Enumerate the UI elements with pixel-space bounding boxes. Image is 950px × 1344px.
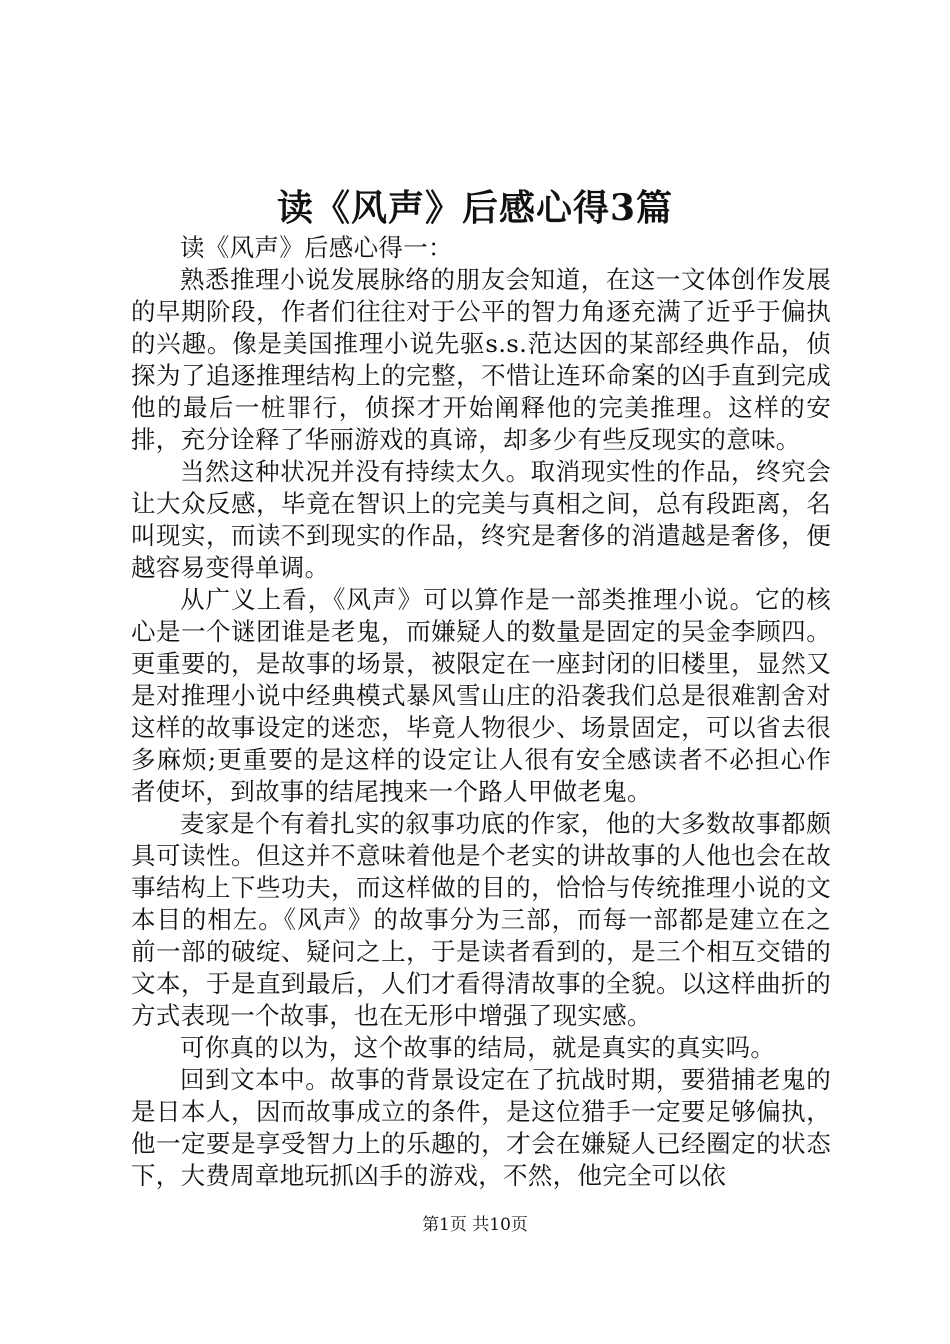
paragraph: 麦家是个有着扎实的叙事功底的作家，他的大多数故事都颇具可读性。但这并不意味着他是个老实的讲故事的人他也会在故事结构上下些功夫，而这样做的目的，恰恰与传统推理小说的文本目的相左。《风声》的故事分为三部，而每一部都是建立在之前一部的破绽、疑问之上，于是读者看到的，是三个相互交错的文本，于是直到最后，人们才看得清故事的全貌。以这样曲折的方式表现一个故事，也在无形中增强了现实感。 — [131, 809, 831, 1030]
paragraph-heading: 读《风声》后感心得一： — [180, 233, 453, 262]
document-body — [131, 232, 831, 1192]
document-title: 读《风声》后感心得3篇 — [276, 187, 674, 229]
paragraph: 回到文本中。故事的背景设定在了抗战时期，要猎捕老鬼的是日本人，因而故事成立的条件，是这位猎手一定要足够偏执，他一定要是享受智力上的乐趣的，才会在嫌疑人已经圈定的状态下，大费周章地玩抓凶手的游戏，不然，他完全可以依 — [131, 1065, 831, 1190]
paragraph: 熟悉推理小说发展脉络的朋友会知道，在这一文体创作发展的早期阶段，作者们往往对于公平的智力角逐充满了近乎于偏执的兴趣。像是美国推理小说先驱s.s.范达因的某部经典作品，侦探为了追逐推理结构上的完整，不惜让连环命案的凶手直到完成他的最后一桩罪行，侦探才开始阐释他的完美推理。这样的安排，充分诠释了华丽游戏的真谛，却多少有些反现实的意味。 — [131, 265, 831, 454]
paragraph: 从广义上看，《风声》可以算作是一部类推理小说。它的核心是一个谜团谁是老鬼，而嫌疑人的数量是固定的吴金李顾四。更重要的，是故事的场景，被限定在一座封闭的旧楼里，显然又是对推理小说中经典模式暴风雪山庄的沿袭我们总是很难割舍对这样的故事设定的迷恋，毕竟人物很少、场景固定，可以省去很多麻烦;更重要的是这样的设定让人很有安全感读者不必担心作者使坏，到故事的结尾拽来一个路人甲做老鬼。 — [131, 585, 831, 806]
paragraph: 当然这种状况并没有持续太久。取消现实性的作品，终究会让大众反感，毕竟在智识上的完美与真相之间，总有段距离，名叫现实，而读不到现实的作品，终究是奢侈的消遣越是奢侈，便越容易变得单调。 — [131, 457, 831, 582]
paragraph: 可你真的以为，这个故事的结局，就是真实的真实吗。 — [180, 1033, 776, 1062]
page-footer: 第1页 共10页 — [422, 1215, 528, 1235]
